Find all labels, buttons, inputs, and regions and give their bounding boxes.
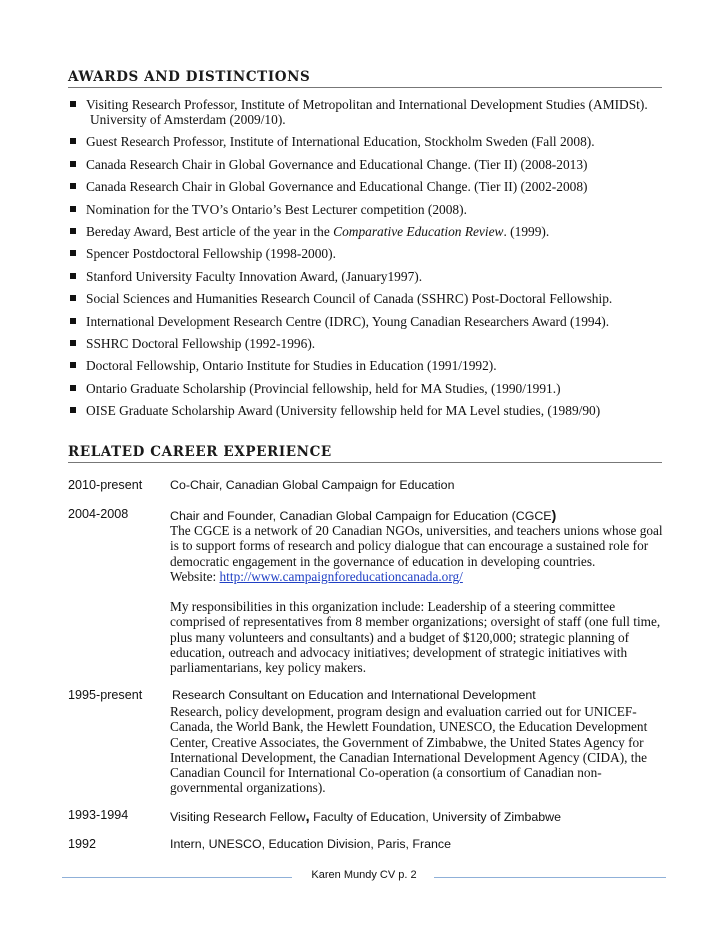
award-item: OISE Graduate Scholarship Award (University fellowship held for MA Level studies, (1989/90) xyxy=(68,403,668,418)
bullet-square-icon xyxy=(70,138,76,144)
award-item: Canada Research Chair in Global Governance and Educational Change. (Tier II) (2002-2008) xyxy=(68,179,668,194)
career-description: The CGCE is a network of 20 Canadian NGOs, universities, and teachers unions whose goal is to support forms of research and policy dialogue that can encourage a sustained role for democratic engagement in the governance of education in developing countries. Website: http://www.campaignforeducationcanada.org/ xyxy=(170,523,670,584)
website-link[interactable]: http://www.campaignforeducationcanada.org/ xyxy=(219,568,463,584)
bullet-square-icon xyxy=(70,385,76,391)
awards-list xyxy=(68,97,668,425)
award-item: SSHRC Doctoral Fellowship (1992-1996). xyxy=(68,336,668,351)
career-date: 2004-2008 xyxy=(68,507,129,521)
bullet-square-icon xyxy=(70,228,76,234)
career-responsibilities: My responsibilities in this organization include: Leadership of a steering committee comprised of representatives from 8 member organizations; oversight of staff (one full time, plus many volunteers and consultants) and a budget of $120,000; strategic planning of education, outreach and advocacy initiatives; development of strategic initiatives with parliamentarians, key policy makers. xyxy=(170,599,661,676)
bullet-square-icon xyxy=(70,206,76,212)
bullet-square-icon xyxy=(70,295,76,301)
award-item: Ontario Graduate Scholarship (Provincial fellowship, held for MA Studies, (1990/1991.) xyxy=(68,381,668,396)
career-date: 2010-present xyxy=(68,478,143,492)
award-item: Social Sciences and Humanities Research Council of Canada (SSHRC) Post-Doctoral Fellowship. xyxy=(68,291,668,306)
career-heading-rule xyxy=(68,462,662,463)
award-item: Spencer Postdoctoral Fellowship (1998-2000). xyxy=(68,246,668,261)
bullet-square-icon xyxy=(70,273,76,279)
bullet-square-icon xyxy=(70,161,76,167)
career-role: Co-Chair, Canadian Global Campaign for Education xyxy=(170,478,455,492)
award-item: Visiting Research Professor, Institute of Metropolitan and International Development Studies (AMIDSt). University of Amsterdam (2009/10). xyxy=(68,97,668,127)
awards-heading-rule xyxy=(68,87,662,88)
award-item: Guest Research Professor, Institute of International Education, Stockholm Sweden (Fall 2008). xyxy=(68,134,668,149)
career-role: Intern, UNESCO, Education Division, Paris, France xyxy=(170,837,451,851)
bullet-square-icon xyxy=(70,183,76,189)
career-role: Visiting Research Fellow, Faculty of Education, University of Zimbabwe xyxy=(170,808,561,825)
career-date: 1995-present xyxy=(68,688,143,702)
page-footer: Karen Mundy CV p. 2 xyxy=(0,869,728,881)
career-date: 1992 xyxy=(68,837,97,851)
career-role: Research Consultant on Education and International Development xyxy=(172,688,536,702)
awards-heading: AWARDS AND DISTINCTIONS xyxy=(68,69,311,85)
bullet-square-icon xyxy=(70,250,76,256)
award-item: International Development Research Centre (IDRC), Young Canadian Researchers Award (1994). xyxy=(68,314,668,329)
career-heading: RELATED CAREER EXPERIENCE xyxy=(68,444,332,460)
career-role: Chair and Founder, Canadian Global Campaign for Education (CGCE) xyxy=(170,507,557,523)
award-item: Stanford University Faculty Innovation Award, (January1997). xyxy=(68,269,668,284)
career-description: Research, policy development, program design and evaluation carried out for UNICEF- Canada, the World Bank, the Hewlett Foundation, UNESCO, the Education Development Center, Creative Associates, the Government of Zimbabwe, the United States Agency for International Development, the Canadian International Development Agency (CIDA), the Canadian Council for International Co-operation (a consortium of Canadian non- governmental organizations). xyxy=(170,704,648,796)
bullet-square-icon xyxy=(70,318,76,324)
award-item: Bereday Award, Best article of the year in the Comparative Education Review. (1999). xyxy=(68,224,668,239)
website-line: Website: http://www.campaignforeducationcanada.org/ xyxy=(170,568,463,584)
bullet-square-icon xyxy=(70,340,76,346)
bullet-square-icon xyxy=(70,407,76,413)
bullet-square-icon xyxy=(70,362,76,368)
award-item: Canada Research Chair in Global Governance and Educational Change. (Tier II) (2008-2013) xyxy=(68,157,668,172)
award-item: Doctoral Fellowship, Ontario Institute for Studies in Education (1991/1992). xyxy=(68,358,668,373)
journal-title: Comparative Education Review xyxy=(333,223,504,239)
career-date: 1993-1994 xyxy=(68,808,129,822)
award-item: Nomination for the TVO’s Ontario’s Best Lecturer competition (2008). xyxy=(68,202,668,217)
bullet-square-icon xyxy=(70,101,76,107)
